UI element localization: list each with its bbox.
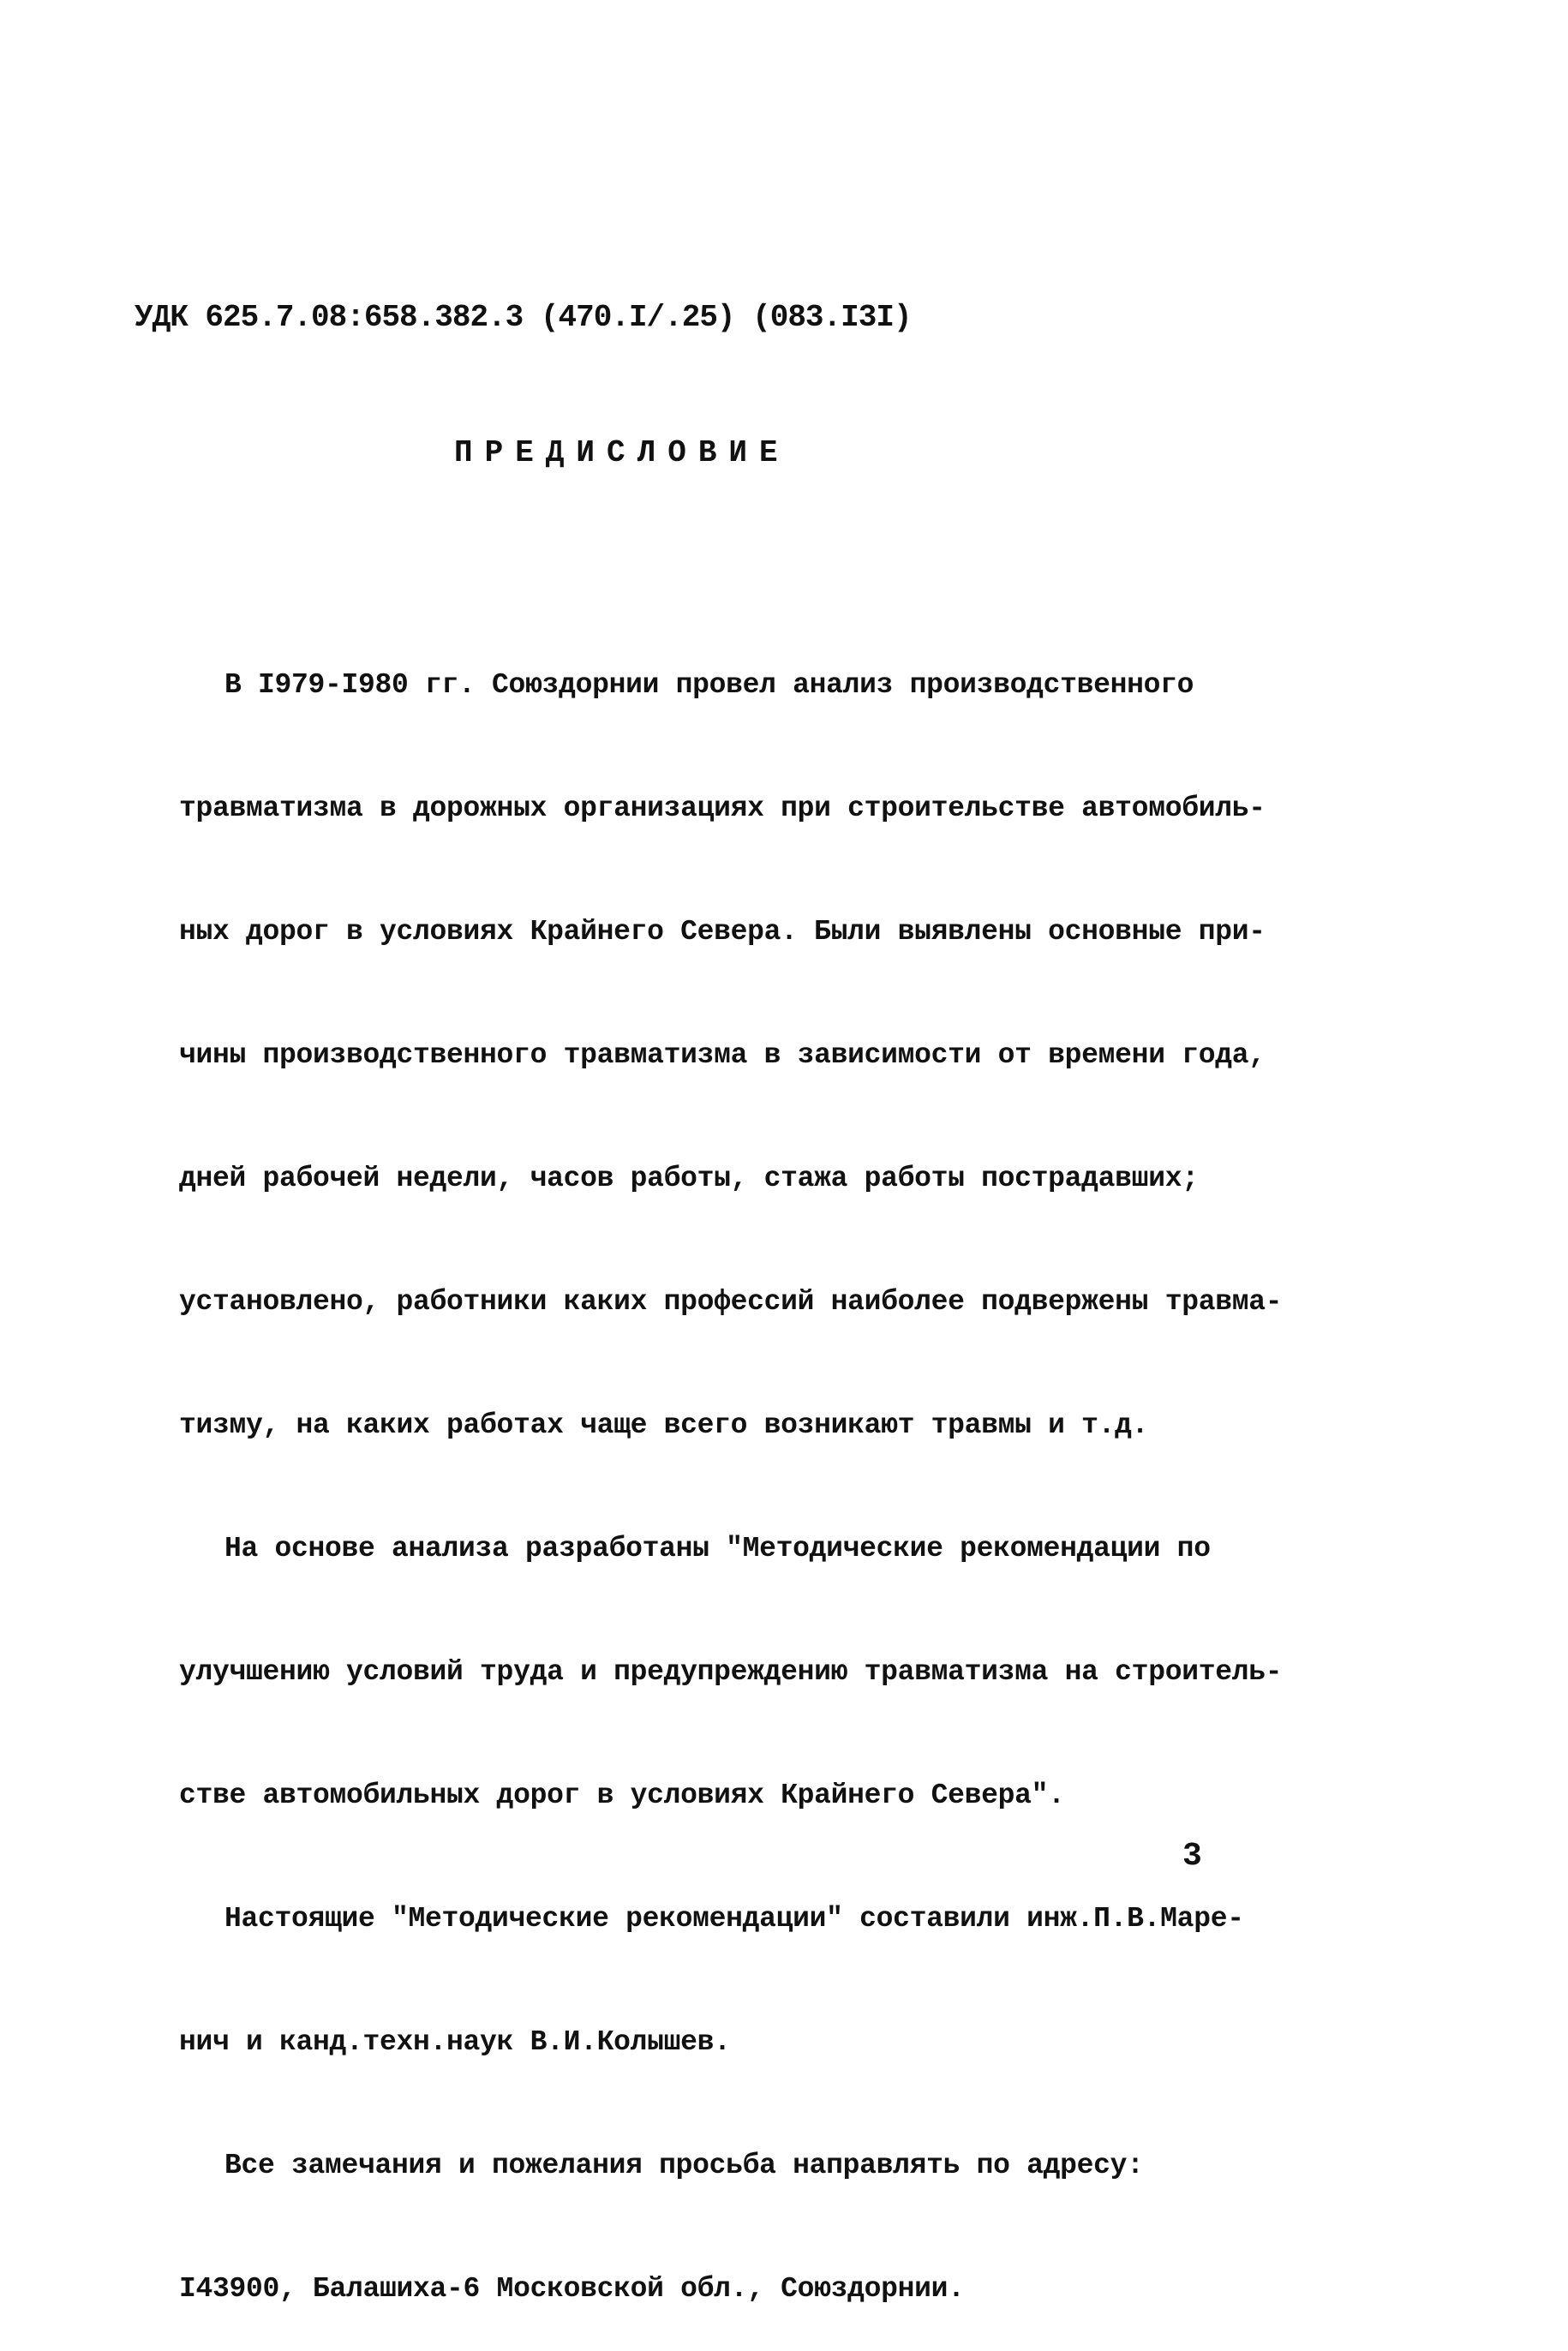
text-line: улучшению условий труда и предупреждению травматизма на строитель-	[179, 1656, 1283, 1688]
text-line: В I979-I980 гг. Союздорнии провел анализ производственного	[224, 669, 1194, 701]
text-line: ных дорог в условиях Крайнего Севера. Были выявлены основные при-	[179, 916, 1266, 948]
preface-body	[179, 583, 1282, 2351]
text-line: стве автомобильных дорог в условиях Крайнего Севера".	[179, 1780, 1065, 1811]
text-line: На основе анализа разработаны "Методические рекомендации по	[224, 1533, 1211, 1564]
text-line: дней рабочей недели, часов работы, стажа работы пострадавших;	[179, 1163, 1199, 1194]
text-line: чины производственного травматизма в зависимости от времени года,	[179, 1039, 1266, 1071]
text-line: травматизма в дорожных организациях при строительстве автомобиль-	[179, 793, 1266, 824]
text-line: нич и канд.техн.наук В.И.Колышев.	[179, 2026, 731, 2058]
page-number: 3	[1182, 1838, 1202, 1875]
text-line: I43900, Балашиха-6 Московской обл., Союздорнии.	[179, 2273, 965, 2305]
page-title: ПРЕДИСЛОВИЕ	[454, 435, 790, 470]
text-line: тизму, на каких работах чаще всего возникают травмы и т.д.	[179, 1409, 1149, 1441]
udk-code: УДК 625.7.08:658.382.3 (470.I/.25) (083.I3I)	[135, 300, 912, 335]
text-line: Все замечания и пожелания просьба направлять по адресу:	[224, 2150, 1144, 2181]
text-line: установлено, работники каких профессий наиболее подвержены травма-	[179, 1286, 1283, 1318]
text-line: Настоящие "Методические рекомендации" составили инж.П.В.Маре-	[224, 1903, 1244, 1935]
